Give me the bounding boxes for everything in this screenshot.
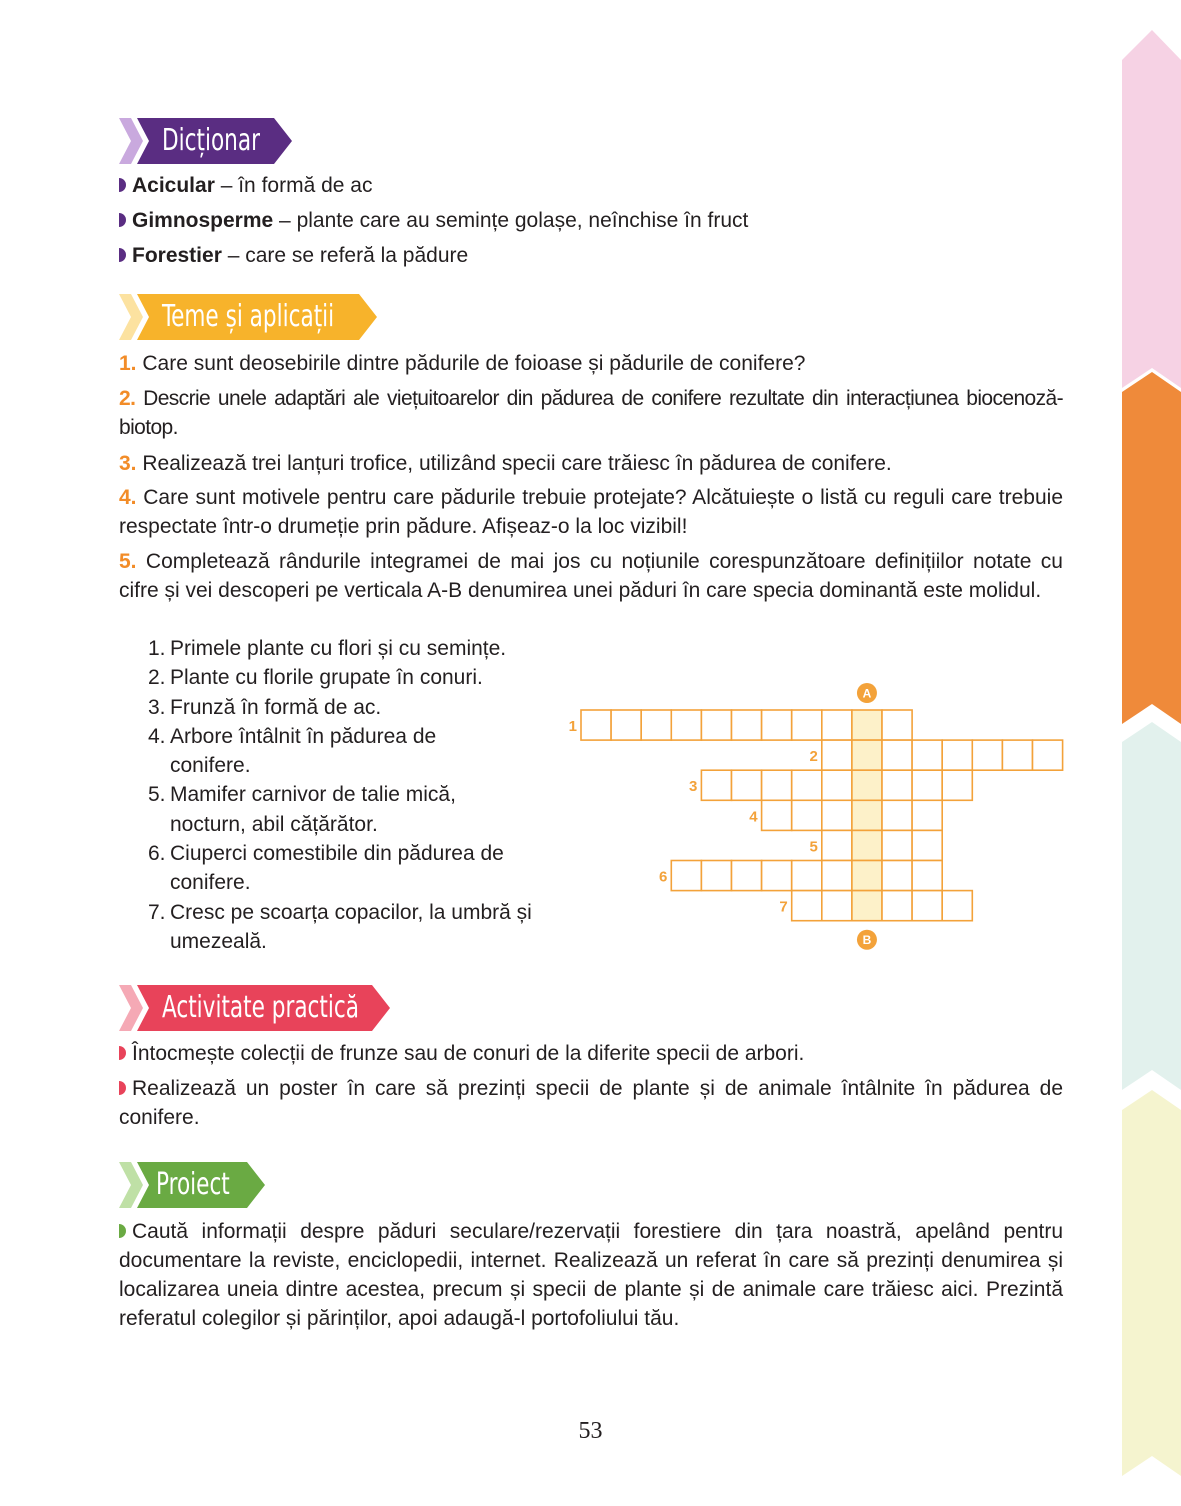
tab-pink (1122, 30, 1181, 388)
chapter-tabs (1122, 0, 1181, 1506)
crossword-cell (762, 770, 792, 800)
crossword-cell (942, 770, 972, 800)
crossword-cell (822, 891, 852, 921)
crossword-cell (671, 710, 701, 740)
crossword-cell (671, 861, 701, 891)
task-2: 2. Descrie unele adaptări ale viețuitoarelor din pădurea de conifere rezultate din interacțiunea biocenoză-biotop. (119, 387, 1063, 439)
practical-title: Activitate practică (162, 990, 359, 1025)
crossword-cell (912, 830, 942, 860)
bullet-icon (119, 248, 126, 262)
row-number: 6 (658, 868, 668, 886)
crossword-cell (972, 740, 1002, 770)
crossword-key-cell (852, 740, 882, 770)
project-title: Proiect (156, 1167, 230, 1202)
bullet-icon (119, 1224, 126, 1238)
task-4: 4. Care sunt motivele pentru care pădurile trebuie protejate? Alcătuiește o listă cu reguli care trebuie respectate într-o drumeție prin pădure. Afișeaz-o la loc vizibil! (119, 486, 1063, 538)
bullet-icon (119, 213, 126, 227)
crossword-cell (762, 800, 792, 830)
crossword-cell (701, 710, 731, 740)
crossword-cell (912, 891, 942, 921)
crossword-cell (912, 740, 942, 770)
bullet-icon (119, 1046, 126, 1060)
crossword-grid (560, 680, 1070, 957)
themes-header (119, 294, 381, 340)
tab-mint (1122, 722, 1181, 1090)
crossword-cell (912, 770, 942, 800)
row-number: 1 (568, 718, 577, 735)
clue-item: 2. Plante cu florile grupate în conuri. (148, 666, 483, 690)
practical-header (119, 985, 394, 1031)
crossword-cell (732, 710, 762, 740)
crossword-cell (792, 861, 822, 891)
clue-item: 7. Cresc pe scoarța copacilor, la umbră și umezeală. (148, 900, 532, 953)
crossword-cell (942, 891, 972, 921)
crossword-cell (762, 710, 792, 740)
crossword-cell (882, 800, 912, 830)
clue-item: 4. Arbore întâlnit în pădurea de conifere. (148, 724, 437, 778)
crossword-cell (912, 800, 942, 830)
row-number: 7 (779, 898, 788, 916)
crossword-cell (822, 830, 852, 860)
crossword-cell (882, 710, 912, 740)
crossword-cell (1002, 740, 1032, 770)
crossword-cell (822, 800, 852, 830)
themes-title: Teme și aplicații (162, 299, 335, 334)
crossword-cell (882, 891, 912, 921)
practical-item: Întocmește colecții de frunze sau de conuri de la diferite specii de arbori. (119, 1039, 1063, 1068)
crossword-cell (732, 770, 762, 800)
clue-item: 5. Mamifer carnivor de talie mică, nocturn, abil cățărător. (148, 783, 456, 836)
task-5: 5. Completează rândurile integramei de mai jos cu noțiunile corespunzătoare definițiilor notate cu cifre și vei descoperi pe verticala A-B denumirea unei păduri în care specia dominantă este molidul. (119, 550, 1063, 602)
dictionary-title: Dicționar (162, 123, 260, 158)
crossword-cell (762, 861, 792, 891)
dictionary-item: Acicular – în formă de ac (119, 171, 1063, 200)
crossword-cell (792, 710, 822, 740)
crossword-svg (560, 680, 1070, 952)
crossword-cell (822, 710, 852, 740)
crossword-cell (822, 770, 852, 800)
row-number: 2 (809, 748, 818, 766)
marker-label: A (862, 686, 872, 701)
clue-item: 3. Frunză în formă de ac. (148, 695, 382, 719)
project-header (119, 1162, 269, 1208)
crossword-cell (882, 861, 912, 891)
row-number: 5 (809, 838, 818, 856)
project-text: Caută informații despre păduri seculare/rezervații forestiere din țara noastră, apelând pentru documentare la reviste, enciclopedii, internet. Realizează un referat în care să prezinți denumirea și localizarea uneia dintre acestea, precum și specii de plante și de animale care trăiesc aici. Prezintă referatul colegilor și părinților, apoi adaugă-l portofoliului tău. (119, 1220, 1063, 1330)
dictionary-item: Gimnosperme – plante care au semințe golașe, neînchise în fruct (119, 206, 1063, 235)
crossword-cell (882, 770, 912, 800)
crossword-key-cell (852, 830, 882, 860)
task-3: 3. Realizează trei lanțuri trofice, utilizând specii care trăiesc în pădurea de conifere. (119, 452, 892, 475)
clue-list (148, 634, 568, 956)
page-number: 53 (578, 1418, 603, 1444)
dictionary-item: Forestier – care se referă la pădure (119, 241, 1063, 270)
crossword-cell (701, 861, 731, 891)
clue-item: 1. Primele plante cu flori și cu semințe. (148, 637, 507, 660)
crossword-cell (641, 710, 671, 740)
bullet-icon (119, 1081, 126, 1095)
crossword-cell (611, 710, 641, 740)
marker-label: B (862, 933, 872, 948)
task-1: 1. Care sunt deosebirile dintre pădurile de foioase și pădurile de conifere? (119, 352, 806, 375)
crossword-cell (882, 830, 912, 860)
crossword-cell (1033, 740, 1063, 770)
crossword-cell (701, 770, 731, 800)
tab-orange (1122, 372, 1181, 724)
crossword-cell (822, 740, 852, 770)
crossword-key-cell (852, 891, 882, 921)
crossword-cell (792, 800, 822, 830)
crossword-cell (581, 710, 611, 740)
crossword-cell (912, 861, 942, 891)
row-number: 4 (749, 808, 758, 826)
crossword-cell (882, 740, 912, 770)
crossword-cell (792, 891, 822, 921)
crossword-key-cell (852, 861, 882, 891)
crossword-cell (732, 861, 762, 891)
crossword-key-cell (852, 800, 882, 830)
crossword-key-cell (852, 710, 882, 740)
crossword-cell (792, 770, 822, 800)
practical-item: Realizează un poster în care să prezinți specii de plante și de animale întâlnite în pădurea de conifere. (119, 1077, 1063, 1129)
crossword-key-cell (852, 770, 882, 800)
crossword-cell (942, 740, 972, 770)
row-number: 3 (689, 778, 698, 796)
dictionary-header (119, 118, 294, 164)
crossword-cell (822, 861, 852, 891)
bullet-icon (119, 178, 126, 192)
clue-item: 6. Ciuperci comestibile din pădurea de conifere. (148, 842, 504, 895)
